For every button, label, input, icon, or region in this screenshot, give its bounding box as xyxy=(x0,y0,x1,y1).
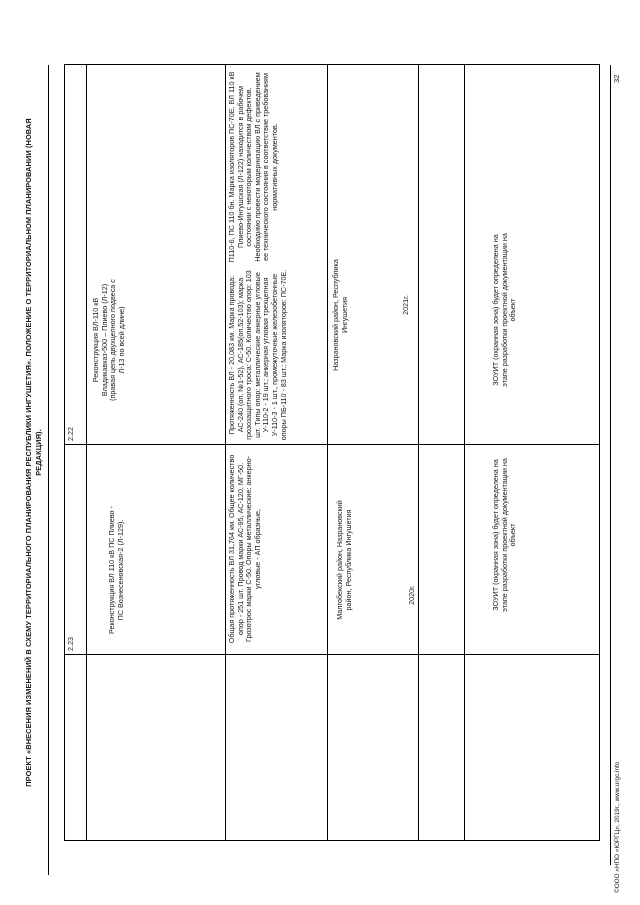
table-border-bottom xyxy=(599,64,600,841)
table-border-right xyxy=(64,64,599,65)
column-divider xyxy=(418,64,419,841)
row-description: Протяженность ВЛ - 20,083 км. Марка провода: АС-240 (оп. №1-52), АС-185(оп.52-103); марка грозозащитного троса: С-50. Количество опор: 103 шт. Типы опор: металлические анкерные угловые У-110-2 - 19 шт.; анкерная угловая трехцепная У-110-3 - 1 шт., промежуточные железобетонные опоры ПБ-110 - 83 шт.; Марка изоляторов: ПС-70Е. xyxy=(227,269,288,441)
row-description: П110-6, ПС 110 бн. Марка изоляторов ПС-70Е. ВЛ 110 кВ Плиево-Ингушская (Л-122) находится в рабочем состоянии с некоторым количеством дефектов. Необходимо провести модернизацию ВЛ с приведением ее технического состояния в соответствие требованиям нормативных документов. xyxy=(227,71,279,263)
header-rule xyxy=(48,65,49,875)
row-security-zone: ЗОУИТ (охранная зона) будет определена на этапе разработки проектной документации на объект xyxy=(491,233,518,387)
row-name: Реконструкция ВЛ 110 кВ ПС Плиево - ПС Вознесеновская-2 (Л-129). xyxy=(107,506,125,634)
table-border-top xyxy=(64,64,65,841)
column-divider xyxy=(327,64,328,841)
row-number: 2.23 xyxy=(66,637,75,651)
header-line-2: РЕДАКЦИЯ). xyxy=(34,429,43,476)
row-description: Общая протяженность ВЛ 31,764 км. Общее количество опор - 251 шт. Провод марки АС-95, АС-120, МГ-50. Грозотрос марки С-50. Опоры металлические: анкерно-угловые - АП образные, xyxy=(227,454,262,644)
row-year: 2021г. xyxy=(401,295,410,315)
column-divider xyxy=(86,64,87,841)
column-divider xyxy=(464,64,465,841)
row-security-zone: ЗОУИТ (охранная зона) будет определена на этапе разработки проектной документации на объект xyxy=(491,458,518,612)
column-divider xyxy=(225,64,226,841)
table-border-left xyxy=(64,840,599,841)
row-year: 2020г. xyxy=(407,585,416,605)
document-header xyxy=(24,0,44,905)
row-name: Реконструкция ВЛ-110 кВ Владикавказ-500 – Плиево (Л-12) (правая цепь двухцепного подвеса с Л-13 по всей длине) xyxy=(91,279,126,401)
footer-copyright: ©ООО «НПО «ЮРГЦ», 2019г., www.urgc.info xyxy=(614,761,621,893)
row-divider xyxy=(64,654,599,655)
page-number: 32 xyxy=(612,74,621,83)
footer-rule xyxy=(610,65,611,865)
row-location: Назрановский район, Республика Ингушетия xyxy=(331,259,349,371)
row-divider xyxy=(64,444,599,445)
header-line-1: ПРОЕКТ «ВНЕСЕНИЯ ИЗМЕНЕНИЙ В СХЕМУ ТЕРРИТОРИАЛЬНОГО ПЛАНИРОВАНИЯ РЕСПУБЛИКИ ИНГУШЕТИЯ». ПОЛОЖЕНИЕ О ТЕРРИТОРИАЛЬНОМ ПЛАНИРОВАНИИ (НОВАЯ xyxy=(24,118,33,787)
row-number: 2.22 xyxy=(66,427,75,441)
row-location: Малгобекский район, Назрановский район, Республика Ингушетия xyxy=(335,500,353,620)
